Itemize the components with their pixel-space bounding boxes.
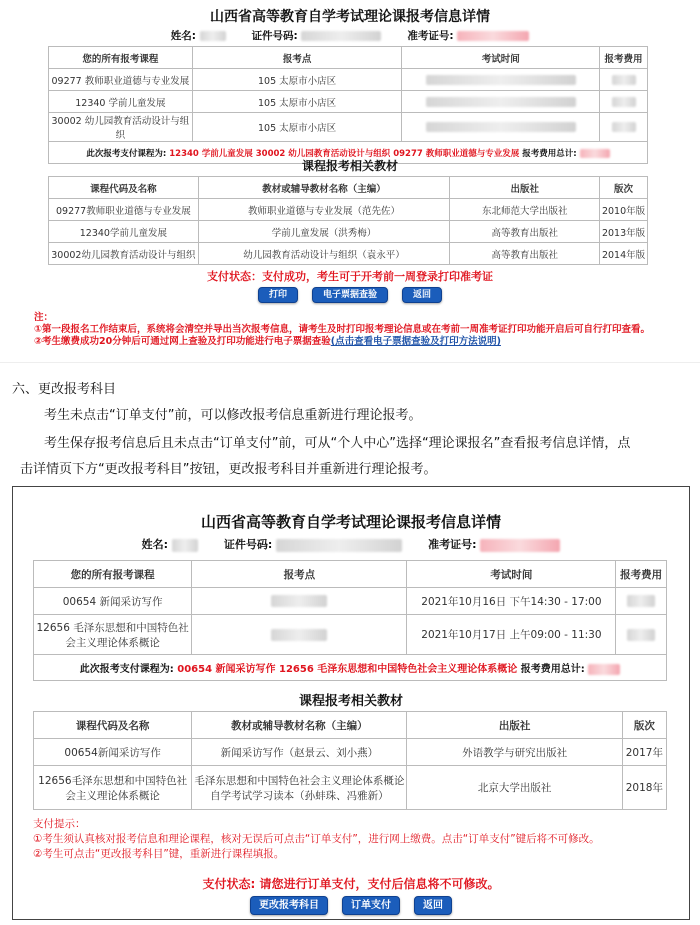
col-edition: 版次 bbox=[622, 712, 666, 739]
summary-row bbox=[34, 655, 667, 681]
publisher: 外语教学与研究出版社 bbox=[407, 739, 622, 766]
fee-total-label: 报考费用总计: bbox=[520, 664, 585, 675]
materials-title: 课程报考相关教材 bbox=[298, 694, 403, 709]
book-name: 学前儿童发展（洪秀梅） bbox=[198, 221, 450, 243]
summary-courses: 12340 学前儿童发展 30002 幼儿园教育活动设计与组织 09277 教师职业道德与专业发展 bbox=[169, 148, 520, 159]
book-name: 新闻采访写作（赵景云、刘小燕） bbox=[192, 739, 407, 766]
ticket-redacted bbox=[480, 539, 560, 552]
name-label: 姓名: bbox=[170, 30, 196, 42]
fee-redacted bbox=[627, 595, 655, 607]
fee-total-redacted bbox=[588, 664, 620, 675]
name-label: 姓名: bbox=[141, 538, 169, 551]
publisher: 高等教育出版社 bbox=[450, 243, 600, 265]
section-heading: 六、更改报考科目 bbox=[12, 382, 117, 397]
fee-redacted bbox=[612, 75, 636, 85]
publisher: 北京大学出版社 bbox=[407, 766, 622, 810]
col-book: 教材或辅导教材名称（主编） bbox=[198, 177, 450, 199]
table-header-row bbox=[34, 712, 667, 739]
book-name: 教师职业道德与专业发展（范先佐） bbox=[198, 199, 450, 221]
table-row bbox=[49, 243, 648, 265]
id-redacted bbox=[301, 31, 381, 41]
tip-2: ②考生可点击“更改报考科目”键，重新进行课程填报。 bbox=[33, 848, 285, 860]
col-publisher: 出版社 bbox=[450, 177, 600, 199]
col-code: 课程代码及名称 bbox=[34, 712, 192, 739]
time-redacted bbox=[426, 75, 576, 85]
course-name: 00654 新闻采访写作 bbox=[34, 588, 192, 615]
table-row bbox=[49, 91, 648, 113]
materials-title: 课程报考相关教材 bbox=[301, 159, 398, 173]
col-edition: 版次 bbox=[600, 177, 648, 199]
course-code: 12340学前儿童发展 bbox=[49, 221, 199, 243]
tip-title: 支付提示： bbox=[33, 818, 86, 830]
table-row bbox=[49, 69, 648, 91]
paragraph-2-line-2: 击详情页下方“更改报考科目”按钮，更改报考科目并重新进行理论报考。 bbox=[20, 462, 437, 477]
publisher: 东北师范大学出版社 bbox=[450, 199, 600, 221]
materials-table bbox=[33, 711, 667, 810]
course-table bbox=[48, 46, 648, 164]
name-redacted bbox=[200, 31, 226, 41]
fee-redacted bbox=[612, 97, 636, 107]
e-invoice-help-link[interactable]: (点击查看电子票据查验及打印方法说明) bbox=[330, 336, 501, 347]
notes bbox=[34, 312, 674, 348]
fee-total-label: 报考费用总计: bbox=[522, 148, 577, 159]
back-button[interactable]: 返回 bbox=[414, 896, 452, 915]
paragraph-2-line-1: 考生保存报考信息后且未点击“订单支付”前，可从“个人中心”选择“理论课报名”查看报考信息详情，点 bbox=[44, 436, 631, 451]
table-header-row bbox=[49, 47, 648, 69]
time-redacted bbox=[426, 122, 576, 132]
candidate-info bbox=[0, 28, 700, 43]
payment-success-screenshot bbox=[0, 0, 700, 362]
table-row bbox=[34, 588, 667, 615]
site-redacted bbox=[271, 629, 327, 641]
exam-time: 2021年10月17日 上午09:00 - 11:30 bbox=[407, 615, 616, 655]
tip-1: ①考生须认真核对报考信息和理论课程，核对无误后可点击“订单支付”，进行网上缴费。点击“订单支付”键后将不可修改。 bbox=[33, 833, 600, 845]
payment-tips bbox=[33, 817, 673, 862]
id-label: 证件号码: bbox=[223, 538, 273, 551]
name-redacted bbox=[172, 539, 198, 552]
ticket-label: 准考证号: bbox=[428, 538, 477, 551]
change-course-screenshot bbox=[12, 486, 690, 920]
exam-site: 105 太原市小店区 bbox=[192, 113, 402, 142]
time-redacted bbox=[426, 97, 576, 107]
edition: 2014年版 bbox=[600, 243, 648, 265]
course-name: 30002 幼儿园教育活动设计与组织 bbox=[49, 113, 193, 142]
course-code: 00654新闻采访写作 bbox=[34, 739, 192, 766]
table-header-row bbox=[49, 177, 648, 199]
change-course-button[interactable]: 更改报考科目 bbox=[250, 896, 328, 915]
table-row bbox=[49, 113, 648, 142]
print-button[interactable]: 打印 bbox=[258, 287, 298, 303]
divider bbox=[0, 362, 700, 363]
summary-label: 此次报考支付课程为: bbox=[79, 664, 174, 675]
col-course: 您的所有报考课程 bbox=[34, 561, 192, 588]
materials-table bbox=[48, 176, 648, 265]
table-row bbox=[49, 199, 648, 221]
site-redacted bbox=[271, 595, 327, 607]
course-name: 12656 毛泽东思想和中国特色社会主义理论体系概论 bbox=[34, 615, 192, 655]
page-title: 山西省高等教育自学考试理论课报考信息详情 bbox=[210, 9, 490, 25]
ticket-label: 准考证号: bbox=[407, 30, 454, 42]
col-site: 报考点 bbox=[192, 561, 407, 588]
col-fee: 报考费用 bbox=[616, 561, 667, 588]
fee-redacted bbox=[612, 122, 636, 132]
course-code: 09277教师职业道德与专业发展 bbox=[49, 199, 199, 221]
book-name: 毛泽东思想和中国特色社会主义理论体系概论自学考试学习读本（孙蚌珠、冯雅新） bbox=[192, 766, 407, 810]
id-label: 证件号码: bbox=[251, 30, 298, 42]
candidate-info bbox=[13, 536, 689, 552]
paragraph-1: 考生未点击“订单支付”前，可以修改报考信息重新进行理论报考。 bbox=[44, 408, 422, 423]
course-name: 12340 学前儿童发展 bbox=[49, 91, 193, 113]
table-row bbox=[34, 766, 667, 810]
id-redacted bbox=[276, 539, 402, 552]
order-pay-button[interactable]: 订单支付 bbox=[342, 896, 400, 915]
col-book: 教材或辅导教材名称（主编） bbox=[192, 712, 407, 739]
course-code: 30002幼儿园教育活动设计与组织 bbox=[49, 243, 199, 265]
summary-label: 此次报考支付课程为: bbox=[86, 148, 167, 159]
note-1: ①第一段报名工作结束后，系统将会清空并导出当次报考信息，请考生及时打印报考理论信息或在考前一周准考证打印功能开启后可自行打印查看。 bbox=[34, 324, 651, 335]
book-name: 幼儿园教育活动设计与组织（袁永平） bbox=[198, 243, 450, 265]
exam-site: 105 太原市小店区 bbox=[192, 91, 402, 113]
page-title: 山西省高等教育自学考试理论课报考信息详情 bbox=[200, 513, 501, 531]
edition: 2010年版 bbox=[600, 199, 648, 221]
publisher: 高等教育出版社 bbox=[450, 221, 600, 243]
col-site: 报考点 bbox=[192, 47, 402, 69]
summary-courses: 00654 新闻采访写作 12656 毛泽东思想和中国特色社会主义理论体系概论 bbox=[177, 664, 518, 675]
fee-redacted bbox=[627, 629, 655, 641]
e-invoice-verify-button[interactable]: 电子票据查验 bbox=[312, 287, 388, 303]
payment-status: 支付状态：支付成功，考生可于开考前一周登录打印准考证 bbox=[207, 270, 493, 283]
note-2: ②考生缴费成功20分钟后可通过网上查验及打印功能进行电子票据查验 bbox=[34, 336, 331, 347]
col-time: 考试时间 bbox=[407, 561, 616, 588]
button-bar bbox=[0, 287, 700, 303]
course-code: 12656毛泽东思想和中国特色社会主义理论体系概论 bbox=[34, 766, 192, 810]
ticket-redacted bbox=[457, 31, 529, 41]
back-button[interactable]: 返回 bbox=[402, 287, 442, 303]
exam-time: 2021年10月16日 下午14:30 - 17:00 bbox=[407, 588, 616, 615]
table-row bbox=[49, 221, 648, 243]
col-fee: 报考费用 bbox=[600, 47, 648, 69]
table-header-row bbox=[34, 561, 667, 588]
col-time: 考试时间 bbox=[402, 47, 600, 69]
edition: 2018年 bbox=[622, 766, 666, 810]
course-table bbox=[33, 560, 667, 681]
edition: 2013年版 bbox=[600, 221, 648, 243]
col-course: 您的所有报考课程 bbox=[49, 47, 193, 69]
col-publisher: 出版社 bbox=[407, 712, 622, 739]
payment-status: 支付状态: 请您进行订单支付，支付后信息将不可修改。 bbox=[202, 877, 500, 891]
button-bar bbox=[13, 896, 689, 915]
course-name: 09277 教师职业道德与专业发展 bbox=[49, 69, 193, 91]
edition: 2017年 bbox=[622, 739, 666, 766]
table-row bbox=[34, 615, 667, 655]
note-title: 注： bbox=[34, 312, 54, 323]
table-row bbox=[34, 739, 667, 766]
col-code: 课程代码及名称 bbox=[49, 177, 199, 199]
exam-site: 105 太原市小店区 bbox=[192, 69, 402, 91]
